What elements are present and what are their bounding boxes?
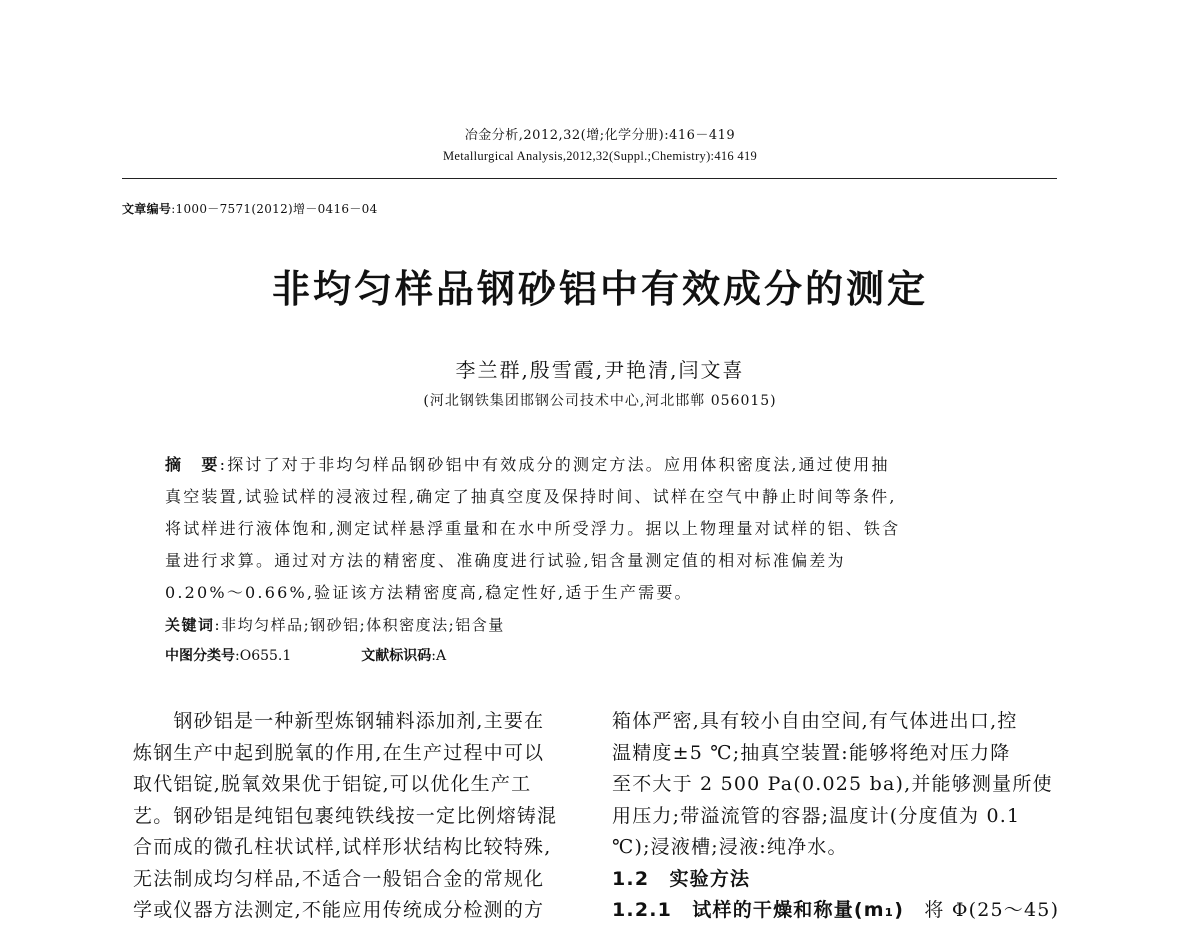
section-1-2-1-text: 将 Φ(25～45) [904, 899, 1060, 921]
abstract-line: 0.20%～0.66%,验证该方法精密度高,稳定性好,适于生产需要。 [165, 583, 693, 602]
classification-line [165, 645, 446, 665]
abstract-line: 量进行求算。通过对方法的精密度、准确度进行试验,铝含量测定值的相对标准偏差为 [165, 551, 846, 570]
journal-citation-en: Metallurgical Analysis,2012,32(Suppl.;Chemistry):416 419 [442, 149, 758, 163]
section-heading-1-2: 1.2 实验方法 [612, 867, 751, 890]
body-line: 炼钢生产中起到脱氧的作用,在生产过程中可以 [133, 741, 545, 764]
body-line: 至不大于 2 500 Pa(0.025 ba),并能够测量所使 [612, 773, 1053, 795]
abstract-label: 摘 要 [165, 455, 220, 474]
body-line: 取代铝锭,脱氧效果优于铝锭,可以优化生产工 [133, 773, 532, 795]
article-number [122, 200, 378, 217]
abstract-line: 真空装置,试验试样的浸液过程,确定了抽真空度及保持时间、试样在空气中静止时间等条件, [165, 487, 897, 506]
section-1-2-1-line [612, 895, 1060, 927]
body-line: 无法制成均匀样品,不适合一般铝合金的常规化 [133, 867, 545, 890]
clc-label: 中图分类号 [165, 648, 235, 664]
body-column-left [133, 706, 575, 927]
body-line: 学或仪器方法测定,不能应用传统成分检测的方 [133, 899, 545, 921]
keywords [165, 614, 505, 635]
body-line: 合而成的微孔柱状试样,试样形状结构比较特殊, [133, 836, 552, 858]
clc-value: :O655.1 [235, 648, 292, 664]
section-heading-1-2-1: 1.2.1 试样的干燥和称量(m₁) [612, 899, 905, 921]
doc-code-value: :A [431, 648, 447, 664]
authors: 李兰群,殷雪霞,尹艳清,闫文喜 [455, 358, 745, 382]
keywords-value: :非均匀样品;钢砂铝;体积密度法;铝含量 [214, 616, 505, 634]
paper-title: 非均匀样品钢砂铝中有效成分的测定 [271, 267, 928, 311]
doc-code-label: 文献标识码 [361, 648, 432, 664]
body-line: 艺。钢砂铝是纯铝包裹纯铁线按一定比例熔铸混 [133, 804, 558, 827]
body-column-right [612, 706, 1060, 927]
header-divider [122, 178, 1057, 179]
journal-citation-cn: 冶金分析,2012,32(增;化学分册):416－419 [464, 128, 736, 143]
body-line: 钢砂铝是一种新型炼钢辅料添加剂,主要在 [133, 710, 545, 732]
body-line: 温精度±5 ℃;抽真空装置:能够将绝对压力降 [612, 741, 1011, 764]
abstract-line [165, 452, 1025, 475]
abstract-text: :探讨了对于非均匀样品钢砂铝中有效成分的测定方法。应用体积密度法,通过使用抽 [219, 455, 890, 474]
article-number-label: 文章编号 [122, 202, 172, 216]
abstract-line: 将试样进行液体饱和,测定试样悬浮重量和在水中所受浮力。据以上物理量对试样的铝、铁含 [165, 519, 901, 538]
affiliation: (河北钢铁集团邯钢公司技术中心,河北邯郸 056015) [423, 393, 777, 409]
body-line: ℃);浸液槽;浸液:纯净水。 [612, 836, 848, 858]
article-number-value: :1000－7571(2012)增－0416－04 [171, 202, 378, 216]
keywords-label: 关键词 [165, 616, 215, 634]
body-line: 箱体严密,具有较小自由空间,有气体进出口,控 [612, 710, 1018, 732]
body-line: 用压力;带溢流管的容器;温度计(分度值为 0.1 [612, 804, 1021, 827]
